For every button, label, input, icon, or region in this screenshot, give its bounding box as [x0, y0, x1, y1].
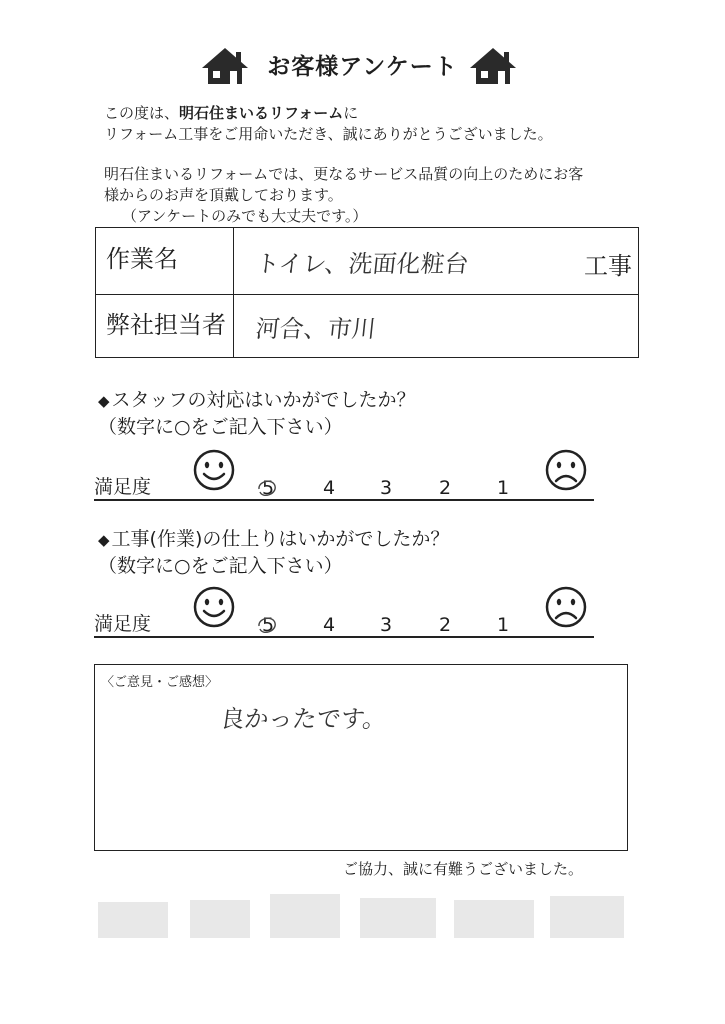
intro-line-2: リフォーム工事をご用命いただき、誠にありがとうございました。: [104, 125, 553, 143]
rating-baseline: [94, 636, 594, 638]
rating-option-2[interactable]: 2: [439, 614, 452, 636]
question-2-text: 工事(作業)の仕上りはいかがでしたか？: [111, 528, 450, 550]
rating-option-4[interactable]: 4: [323, 477, 336, 499]
house-icon: [200, 46, 250, 86]
info-table: [95, 227, 639, 358]
satisfaction-label: 満足度: [94, 613, 152, 635]
intro-line-4: 様からのお声を頂戴しております。: [104, 186, 343, 204]
comments-value[interactable]: 良かったです。: [218, 705, 389, 733]
thanks-message: ご協力、誠に有難うございました。: [343, 860, 584, 878]
staff-label: 弊社担当者: [96, 294, 234, 357]
intro-line-3: 明石住まいるリフォームでは、更なるサービス品質の向上のためにお客: [104, 165, 584, 183]
question-1-instruction: （数字に○をご記入下さい）: [98, 416, 343, 438]
survey-header: [0, 40, 725, 90]
staff-value[interactable]: 河合、市川: [254, 315, 378, 343]
selection-circle-mark: [255, 613, 279, 637]
company-name: 明石住まいるリフォーム: [179, 104, 344, 122]
question-2-title: [98, 524, 449, 551]
intro-prefix: この度は、: [104, 104, 180, 122]
staff-row: [96, 294, 638, 357]
rating-option-3[interactable]: 3: [380, 477, 393, 499]
intro-line-1: [104, 103, 358, 124]
sad-face-icon: [544, 585, 588, 629]
work-label: 作業名: [96, 228, 234, 294]
smiley-face-icon: [192, 585, 236, 629]
rating-scale-2: [94, 585, 594, 643]
redacted-footer: [98, 880, 628, 950]
intro-suffix: に: [343, 104, 359, 122]
diamond-bullet-icon: ◆: [98, 531, 110, 549]
sad-face-icon: [544, 448, 588, 492]
house-icon: [468, 46, 518, 86]
question-2-instruction: （数字に○をご記入下さい）: [98, 555, 343, 577]
rating-option-1[interactable]: 1: [497, 477, 510, 499]
rating-option-1[interactable]: 1: [497, 614, 510, 636]
work-value[interactable]: トイレ、洗面化粧台: [254, 250, 471, 278]
diamond-bullet-icon: ◆: [98, 392, 110, 410]
selection-circle-mark: [255, 476, 279, 500]
page-title: お客様アンケート: [267, 54, 458, 80]
work-row: [96, 228, 638, 295]
rating-option-2[interactable]: 2: [439, 477, 452, 499]
comments-label: 〈ご意見・ご感想〉: [101, 675, 219, 690]
question-1-title: [98, 385, 416, 412]
smiley-face-icon: [192, 448, 236, 492]
work-suffix: 工事: [584, 252, 632, 280]
question-1-text: スタッフの対応はいかがでしたか？: [111, 389, 416, 411]
rating-baseline: [94, 499, 594, 501]
rating-option-3[interactable]: 3: [380, 614, 393, 636]
intro-line-5: （アンケートのみでも大丈夫です。）: [122, 207, 368, 225]
satisfaction-label: 満足度: [94, 476, 152, 498]
rating-scale-1: [94, 448, 594, 506]
comments-box[interactable]: [94, 664, 628, 851]
rating-option-4[interactable]: 4: [323, 614, 336, 636]
rating-option-5[interactable]: 5: [262, 614, 275, 636]
rating-option-5[interactable]: 5: [262, 477, 275, 499]
